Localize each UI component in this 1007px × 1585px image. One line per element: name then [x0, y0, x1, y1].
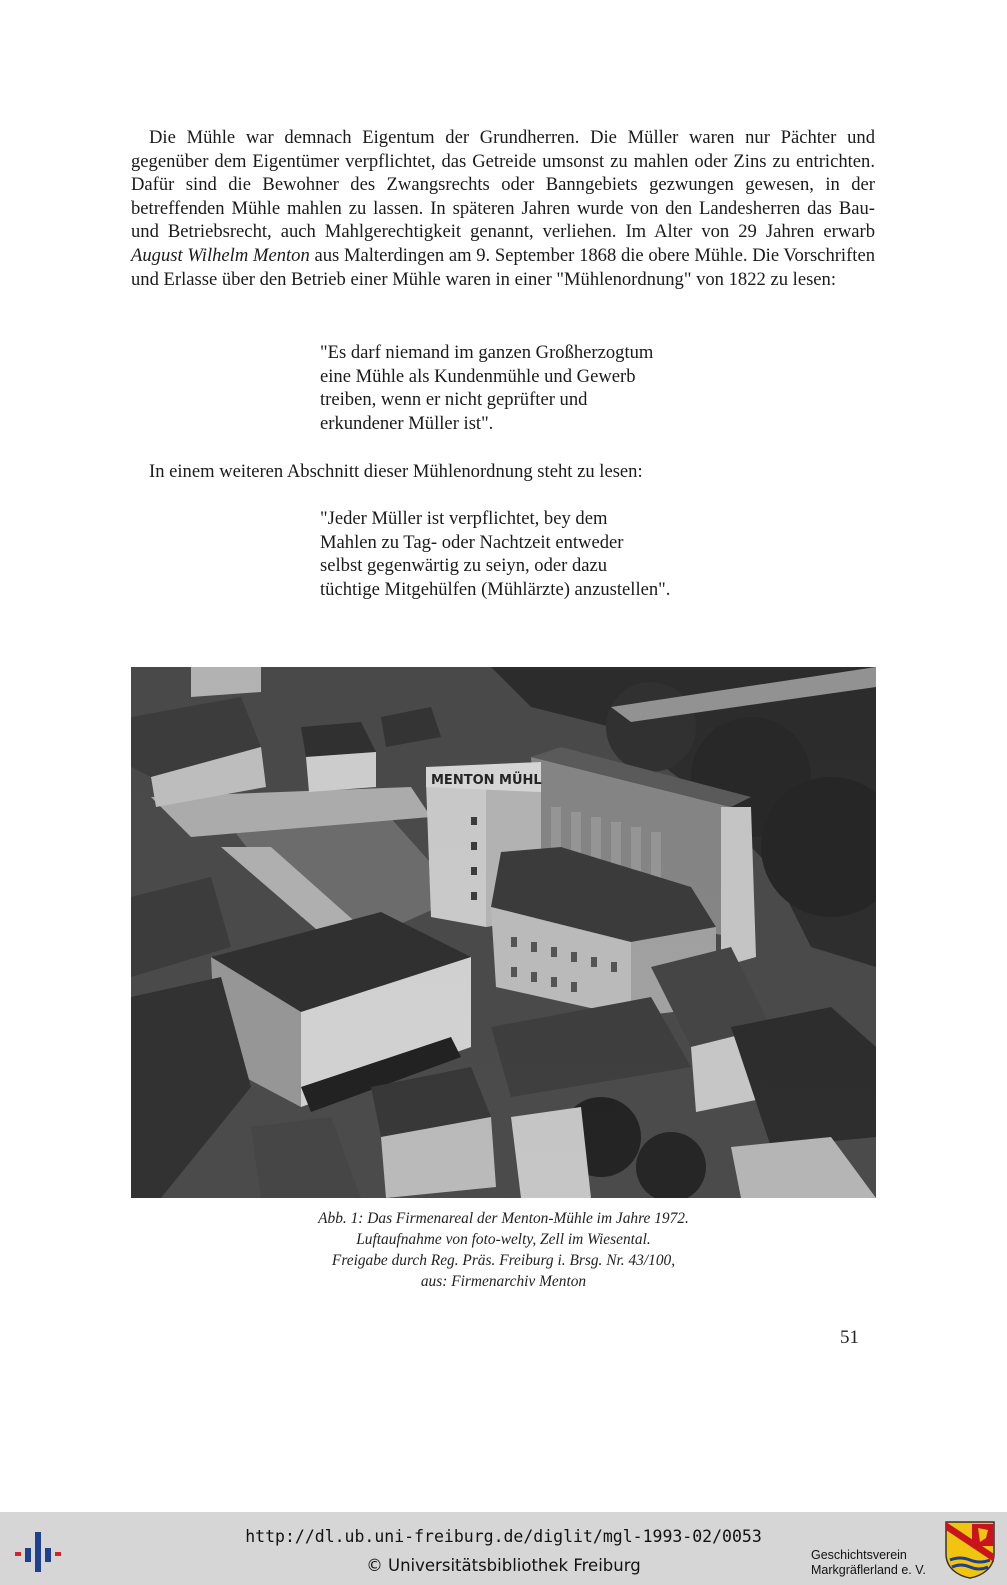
caption-line: aus: Firmenarchiv Menton — [420, 1273, 587, 1290]
page-number: 51 — [840, 1327, 859, 1348]
copyright-text: © Universitätsbibliothek Freiburg — [366, 1556, 641, 1575]
caption-line: Abb. 1: Das Firmenareal der Menton-Mühle im Jahre 1972. — [318, 1210, 689, 1227]
block-quote-1 — [320, 341, 760, 435]
quote-line: tüchtige Mitgehülfen (Mühlärzte) anzustellen". — [320, 578, 671, 600]
footer-bar — [0, 1512, 1007, 1585]
quote-line: treiben, wenn er nicht geprüfter und — [320, 389, 588, 411]
quote-line: selbst gegenwärtig zu seiyn, oder dazu — [320, 555, 608, 577]
paragraph-intro: Die Mühle war demnach Eigentum der Grundherren. Die Müller waren nur Pächter und gegenüber dem Eigentümer verpflichtet, das Getreide umsonst zu mahlen oder Zins zu entrichten. Dafür sind die Bewohner des Zwangsrechts oder Banngebiets gezwungen gewesen, in der betreffenden Mühle mahlen zu lassen. In späteren Jahren wurde von den Landesherren das Bau- und Betriebsrecht, auch Mahlgerechtigkeit genannt, verliehen. Im Alter von 29 Jahren erwarb August Wilhelm Menton aus Malterdingen am 9. September 1868 die obere Mühle. Die Vorschriften und Erlasse über den Betrieb einer Mühle waren in einer "Mühlenordnung" von 1822 zu lesen: — [131, 127, 876, 290]
person-name: August Wilhelm Menton — [131, 244, 310, 266]
figure-caption — [131, 1208, 876, 1292]
society-name: Geschichtsverein Markgräflerland e. V. — [811, 1548, 926, 1577]
caption-line: Luftaufnahme von foto-welty, Zell im Wiesental. — [356, 1231, 651, 1248]
mill-sign-text: MENTON MÜHL — [431, 773, 542, 788]
quote-line: erkundener Müller ist". — [320, 412, 494, 434]
aerial-photo-drawing — [131, 667, 876, 1198]
paragraph-second: In einem weiteren Abschnitt dieser Mühlenordnung steht zu lesen: — [149, 461, 643, 482]
quote-line: Mahlen zu Tag- oder Nachtzeit entweder — [320, 531, 624, 553]
aerial-photo-mill — [131, 667, 876, 1198]
block-quote-2 — [320, 507, 760, 601]
quote-line: eine Mühle als Kundenmühle und Gewerb — [320, 365, 636, 387]
coat-of-arms-icon — [944, 1520, 996, 1580]
quote-line: "Jeder Müller ist verpflichtet, bey dem — [320, 508, 608, 529]
caption-line: Freigabe durch Reg. Präs. Freiburg i. Brsg. Nr. 43/100, — [331, 1252, 676, 1269]
source-url-link[interactable]: http://dl.ub.uni-freiburg.de/diglit/mgl-1993-02/0053 — [245, 1527, 762, 1546]
quote-line: "Es darf niemand im ganzen Großherzogtum — [320, 342, 654, 363]
